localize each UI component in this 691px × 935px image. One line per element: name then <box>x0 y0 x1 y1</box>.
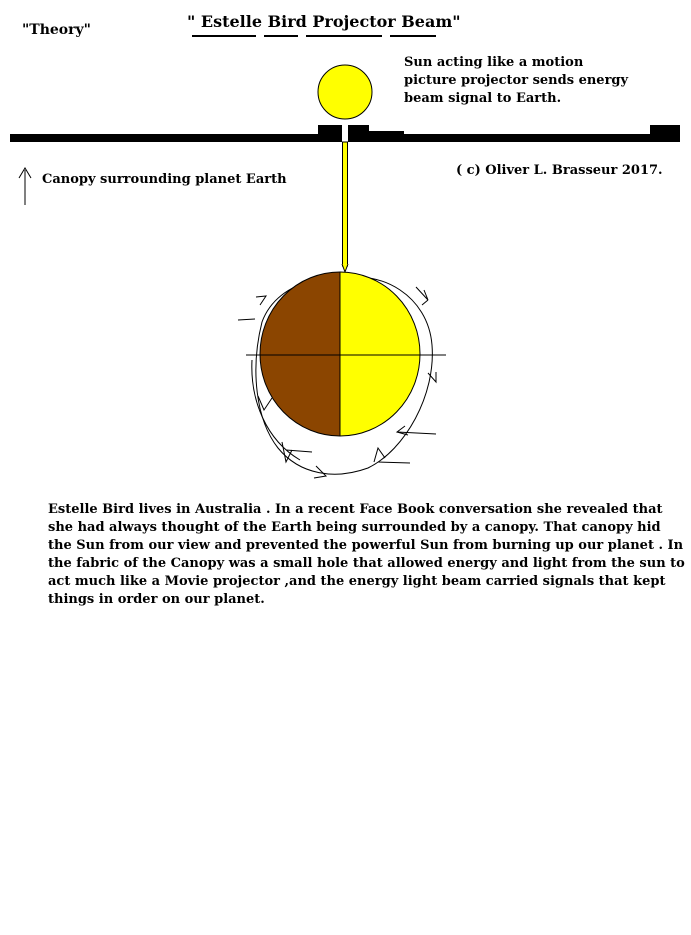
canopy-bump-right <box>347 125 369 137</box>
sun-note-text: Sun acting like a motion picture projector sends energy beam signal to Earth. <box>404 55 629 106</box>
sun <box>318 65 372 119</box>
canopy-label: Canopy surrounding planet Earth <box>42 172 287 187</box>
canopy-step <box>368 131 404 136</box>
up-arrow-icon <box>19 168 31 205</box>
earth-night-side <box>260 272 340 436</box>
earth <box>246 272 446 436</box>
copyright-text: ( c) Oliver L. Brasseur 2017. <box>456 163 663 178</box>
beam-tip <box>342 264 348 272</box>
energy-beam <box>343 142 348 266</box>
story-paragraph: Estelle Bird lives in Australia . In a recent Face Book conversation she revealed that she had always thought of the Earth being surrounded by a canopy. That canopy hid the Sun from our view and prevented the powerful Sun from burning up our planet . In the fabric of the Canopy was a small hole that allowed energy and light from the sun to act much like a Movie projector ,and the energy light beam carried signals that kept things in order on our planet. <box>48 502 685 607</box>
theory-label: "Theory" <box>22 22 91 38</box>
page-title: " Estelle Bird Projector Beam" <box>187 12 461 31</box>
canopy-bump-left <box>318 125 344 137</box>
canopy-bump-end <box>650 125 680 137</box>
canopy-hole <box>342 122 348 144</box>
